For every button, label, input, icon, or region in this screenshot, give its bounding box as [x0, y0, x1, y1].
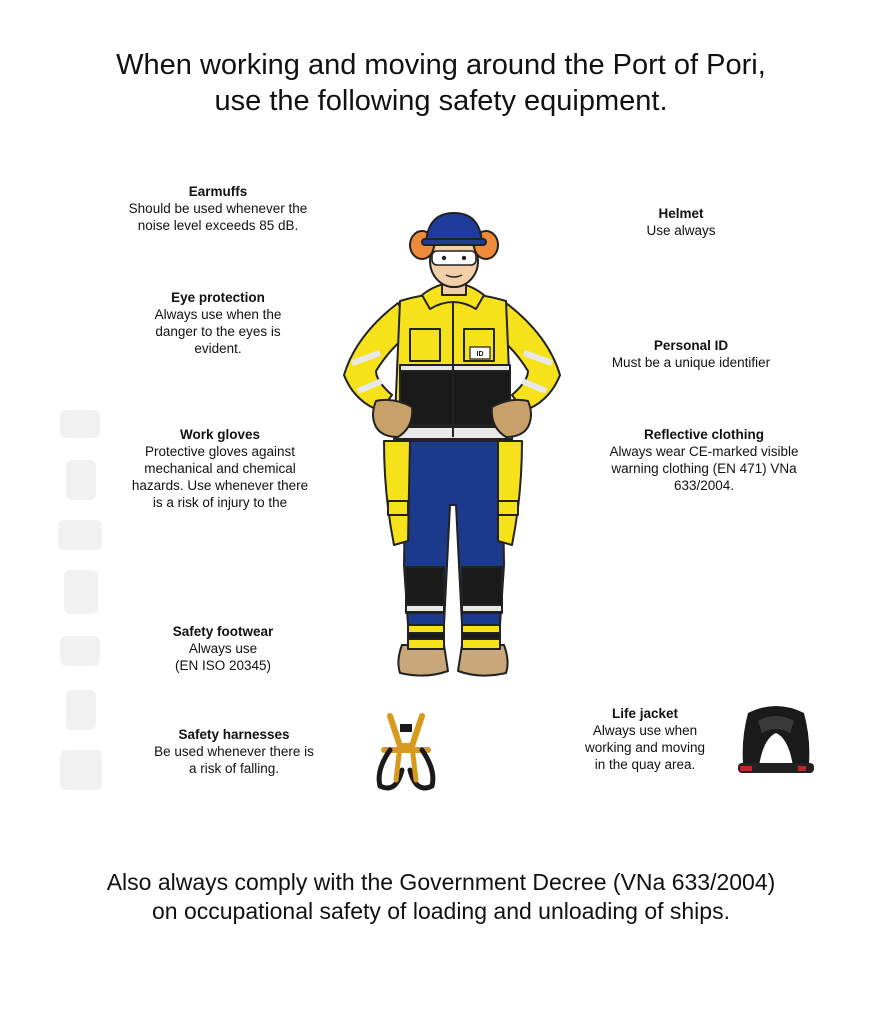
heading-line-2: use the following safety equipment.	[214, 85, 668, 117]
earmuffs-title: Earmuffs	[188, 184, 248, 199]
safety-harnesses-info	[124, 726, 344, 777]
personal-id-text-1: Must be a unique identifier	[611, 355, 771, 370]
background-watermark	[52, 400, 112, 810]
safety-footwear-info	[113, 623, 333, 674]
footer-line-1: Also always comply with the Government Decree (VNa 633/2004)	[106, 869, 776, 895]
eye-protection-title: Eye protection	[171, 290, 265, 305]
life-jacket-image	[728, 703, 824, 785]
id-badge-label: ID	[476, 351, 484, 358]
reflective-clothing-info	[594, 426, 814, 494]
safety-harness-image	[366, 710, 446, 802]
page-footer	[0, 868, 882, 926]
eye-protection-text-2: danger to the eyes is	[155, 324, 281, 339]
life-jacket-info	[545, 705, 745, 773]
safety-footwear-text-2: (EN ISO 20345)	[174, 658, 272, 673]
footer-line-2: on occupational safety of loading and unloading of ships.	[152, 898, 730, 924]
personal-id-title: Personal ID	[653, 338, 729, 353]
personal-id-info	[581, 337, 801, 371]
work-gloves-text-2: mechanical and chemical	[144, 461, 296, 476]
life-jacket-text-1: Always use when	[592, 723, 698, 738]
work-gloves-text-1: Protective gloves against	[144, 444, 296, 459]
helmet-info	[571, 205, 791, 239]
work-gloves-info	[110, 426, 330, 511]
eye-protection-info	[108, 289, 328, 357]
safety-footwear-title: Safety footwear	[172, 624, 274, 639]
worker-illustration	[336, 205, 568, 685]
life-jacket-text-2: working and moving	[584, 740, 706, 755]
reflective-clothing-text-3: 633/2004.	[673, 478, 735, 493]
helmet-text-1: Use always	[646, 223, 716, 238]
page-heading	[0, 47, 882, 119]
work-gloves-title: Work gloves	[179, 427, 261, 442]
life-jacket-title: Life jacket	[611, 706, 679, 721]
eye-protection-text-3: evident.	[194, 341, 242, 356]
reflective-clothing-text-2: warning clothing (EN 471) VNa	[611, 461, 797, 476]
reflective-clothing-text-1: Always wear CE-marked visible	[609, 444, 799, 459]
reflective-clothing-title: Reflective clothing	[643, 427, 765, 442]
earmuffs-text-1: Should be used whenever the	[128, 201, 308, 216]
glasses	[432, 251, 476, 265]
work-gloves-text-4: is a risk of injury to the	[152, 495, 288, 510]
safety-harnesses-title: Safety harnesses	[178, 727, 290, 742]
safety-harnesses-text-1: Be used whenever there is	[154, 744, 314, 759]
earmuffs-info	[108, 183, 328, 234]
heading-line-1: When working and moving around the Port of Pori,	[116, 49, 766, 81]
eye-protection-text-1: Always use when the	[154, 307, 282, 322]
earmuffs-text-2: noise level exceeds 85 dB.	[137, 218, 299, 233]
helmet-title: Helmet	[658, 206, 704, 221]
life-jacket-text-3: in the quay area.	[594, 757, 696, 772]
safety-harnesses-text-2: a risk of falling.	[188, 761, 280, 776]
safety-footwear-text-1: Always use	[188, 641, 258, 656]
work-gloves-text-3: hazards. Use whenever there	[131, 478, 309, 493]
